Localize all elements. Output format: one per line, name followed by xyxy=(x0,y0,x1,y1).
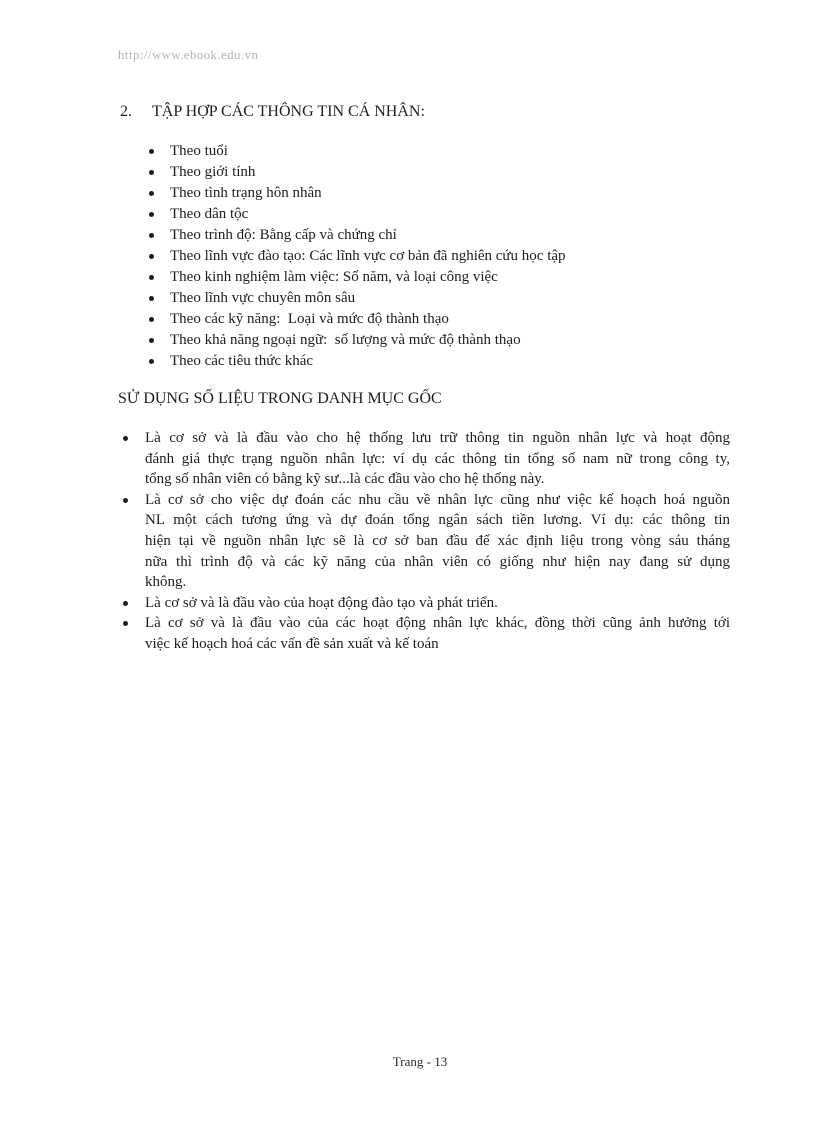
section-number: 2. xyxy=(120,103,132,120)
list-item xyxy=(148,309,566,330)
bullet-icon xyxy=(149,275,154,280)
list-item xyxy=(148,330,566,351)
list-item-text: Theo các tiêu thức khác xyxy=(170,353,314,369)
usage-line: việc kế hoạch hoá các vấn đề sản xuất và kế toán xyxy=(145,635,439,652)
usage-line: nữa thì trình độ và các kỹ năng của nhân viên có giống như hiện nay đang sử dụng xyxy=(145,553,730,570)
bullet-icon xyxy=(149,233,154,238)
usage-line: hiện tại về nguồn nhân lực sẽ là cơ sở ban đầu để xác định liệu trong vòng sáu tháng xyxy=(145,532,730,549)
list-item-text: Theo lĩnh vực chuyên môn sâu xyxy=(170,290,356,306)
usage-line: Là cơ sở và là đầu vào của hoạt động đào tạo và phát triển. xyxy=(145,594,498,611)
usage-line: không. xyxy=(145,574,187,591)
list-item-text: Theo tình trạng hôn nhân xyxy=(170,185,322,201)
bullet-icon xyxy=(149,191,154,196)
usage-line: Là cơ sở cho việc dự đoán các nhu cầu về nhân lực cũng như việc kế hoạch hoá nguồn xyxy=(145,491,730,508)
list-item xyxy=(148,351,566,372)
list-item-text: Theo khả năng ngoại ngữ: số lượng và mức độ thành thạo xyxy=(170,332,521,348)
list-item-text: Theo các kỹ năng: Loại và mức độ thành thạo xyxy=(170,311,449,327)
usage-item xyxy=(122,428,730,490)
bullet-icon xyxy=(123,498,128,503)
bullet-icon xyxy=(123,621,128,626)
bullet-icon xyxy=(123,601,128,606)
section-heading-title: TẬP HỢP CÁC THÔNG TIN CÁ NHÂN: xyxy=(152,103,425,120)
page-number: Trang - 13 xyxy=(392,1054,448,1069)
list-item-text: Theo giới tính xyxy=(170,164,256,180)
list-item-text: Theo lĩnh vực đào tạo: Các lĩnh vực cơ bản đã nghiên cứu học tập xyxy=(170,248,566,264)
list-item-text: Theo trình độ: Bằng cấp và chứng chỉ xyxy=(170,227,397,243)
list-item xyxy=(148,246,566,267)
bullet-icon xyxy=(149,170,154,175)
usage-list xyxy=(122,428,730,655)
bullet-icon xyxy=(149,317,154,322)
usage-item xyxy=(122,613,730,654)
list-item xyxy=(148,204,566,225)
usage-line: NL một cách tương ứng và dự đoán tổng ngân sách tiền lương. Ví dụ: các thông tin xyxy=(145,512,730,529)
usage-item xyxy=(122,490,730,593)
list-item xyxy=(148,267,566,288)
list-item-text: Theo dân tộc xyxy=(170,206,249,222)
list-item xyxy=(148,141,566,162)
bullet-icon xyxy=(149,149,154,154)
list-item xyxy=(148,288,566,309)
bullet-icon xyxy=(149,338,154,343)
bullet-icon xyxy=(149,296,154,301)
usage-item xyxy=(122,593,730,614)
personal-info-heading xyxy=(120,100,425,124)
header-url-link[interactable]: http://www.ebook.edu.vn xyxy=(118,48,259,62)
list-item xyxy=(148,183,566,204)
usage-heading: SỬ DỤNG SỐ LIỆU TRONG DANH MỤC GỐC xyxy=(118,390,442,407)
usage-line: đánh giá thực trạng nguồn nhân lực: ví dụ các thông tin tổng số nam nữ trong công ty, xyxy=(145,450,730,467)
bullet-icon xyxy=(149,359,154,364)
bullet-icon xyxy=(123,436,128,441)
list-item xyxy=(148,162,566,183)
bullet-icon xyxy=(149,212,154,217)
list-item-text: Theo kinh nghiệm làm việc: Số năm, và loại công việc xyxy=(170,269,498,285)
usage-line: tổng số nhân viên có bằng kỹ sư...là các đầu vào cho hệ thống này. xyxy=(145,471,545,488)
list-item xyxy=(148,225,566,246)
personal-info-list xyxy=(148,141,566,372)
usage-line: Là cơ sở và là đầu vào của các hoạt động nhân lực khác, đồng thời cũng ảnh hưởng tới xyxy=(145,615,730,632)
list-item-text: Theo tuổi xyxy=(170,143,228,159)
usage-line: Là cơ sở và là đầu vào cho hệ thống lưu trữ thông tin nguồn nhân lực và hoạt động xyxy=(145,430,730,446)
bullet-icon xyxy=(149,254,154,259)
